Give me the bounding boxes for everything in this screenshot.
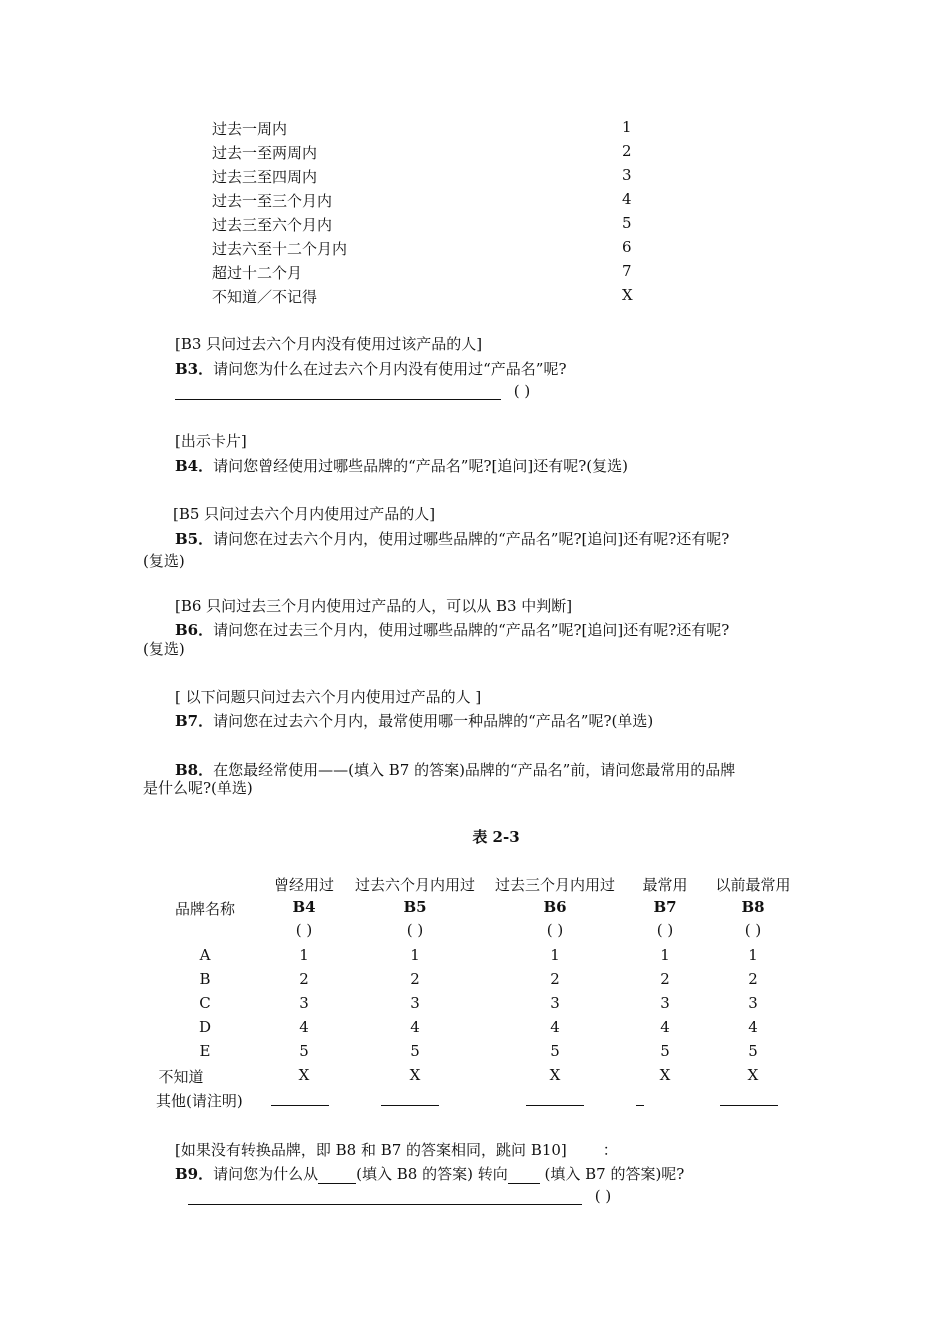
b6-question-cont: (复选) bbox=[143, 640, 185, 658]
column-header-desc: 以前最常用 bbox=[715, 876, 791, 894]
brand-label: 不知道 bbox=[158, 1068, 204, 1086]
option-label: 过去一至两周内 bbox=[212, 144, 318, 162]
b9-text-3: (填入 B7 的答案)呢? bbox=[539, 1165, 685, 1183]
option-code[interactable]: 5 bbox=[622, 214, 632, 232]
other-label: 其他(请注明) bbox=[156, 1092, 243, 1110]
table-cell-code[interactable]: 5 bbox=[748, 1042, 758, 1060]
option-code[interactable]: 1 bbox=[622, 118, 632, 136]
b6-note: [B6 只问过去三个月内使用过产品的人，可以从 B3 中判断] bbox=[175, 597, 573, 615]
b8-id: B8． bbox=[175, 761, 214, 779]
column-answer-box[interactable]: ( ) bbox=[656, 921, 674, 939]
column-header-desc: 曾经用过 bbox=[273, 876, 335, 894]
b5-id: B5． bbox=[175, 530, 214, 548]
table-cell-code[interactable]: 3 bbox=[660, 994, 670, 1012]
option-code[interactable]: 2 bbox=[622, 142, 632, 160]
column-header-code: B8 bbox=[741, 898, 765, 916]
b7-id: B7． bbox=[175, 712, 214, 730]
other-fill-line[interactable] bbox=[271, 1105, 329, 1106]
table-cell-code[interactable]: 3 bbox=[410, 994, 420, 1012]
column-answer-box[interactable]: ( ) bbox=[546, 921, 564, 939]
b7-note: [ 以下问题只问过去六个月内使用过产品的人 ] bbox=[175, 688, 482, 706]
table-cell-code[interactable]: 5 bbox=[299, 1042, 309, 1060]
option-label: 过去三至六个月内 bbox=[212, 216, 333, 234]
b9-note bbox=[175, 1139, 618, 1160]
b7-text: 请问您在过去六个月内，最常使用哪一种品牌的“产品名”呢?(单选) bbox=[213, 712, 654, 730]
b6-id: B6． bbox=[175, 621, 214, 639]
option-label: 超过十二个月 bbox=[212, 264, 303, 282]
table-cell-code[interactable]: 4 bbox=[299, 1018, 309, 1036]
table-cell-code[interactable]: X bbox=[659, 1066, 671, 1084]
table-cell-code[interactable]: X bbox=[409, 1066, 421, 1084]
b4-text: 请问您曾经使用过哪些品牌的“产品名”呢?[追问]还有呢?(复选) bbox=[213, 457, 628, 475]
b9-text-2: (填入 B8 的答案) 转向 bbox=[356, 1165, 508, 1183]
option-label: 不知道／不记得 bbox=[212, 288, 318, 306]
option-code[interactable]: 4 bbox=[622, 190, 632, 208]
column-header-code: B5 bbox=[403, 898, 427, 916]
b3-answer-line[interactable] bbox=[175, 383, 501, 400]
column-header-desc: 过去六个月内用过 bbox=[354, 876, 476, 894]
brand-label: B bbox=[199, 970, 211, 988]
b9-question bbox=[175, 1163, 684, 1184]
table-cell-code[interactable]: 2 bbox=[299, 970, 309, 988]
b8-question-cont: 是什么呢?(单选) bbox=[143, 779, 253, 797]
table-cell-code[interactable]: X bbox=[549, 1066, 561, 1084]
table-cell-code[interactable]: 4 bbox=[660, 1018, 670, 1036]
table-cell-code[interactable]: 5 bbox=[660, 1042, 670, 1060]
b9-blank-2[interactable] bbox=[508, 1168, 540, 1184]
table-cell-code[interactable]: X bbox=[747, 1066, 759, 1084]
table-cell-code[interactable]: 1 bbox=[660, 946, 670, 964]
b5-note: [B5 只问过去六个月内使用过产品的人] bbox=[173, 505, 436, 523]
b9-text-1: 请问您为什么从 bbox=[213, 1165, 319, 1183]
b3-id: B3． bbox=[175, 360, 214, 378]
other-fill-line[interactable] bbox=[526, 1105, 584, 1106]
b5-text: 请问您在过去六个月内，使用过哪些品牌的“产品名”呢?[追问]还有呢?还有呢? bbox=[213, 530, 730, 548]
b5-question-cont: (复选) bbox=[143, 552, 185, 570]
column-header-code: B4 bbox=[292, 898, 316, 916]
b9-note-text: [如果没有转换品牌，即 B8 和 B7 的答案相同，跳问 B10] bbox=[175, 1141, 567, 1159]
b4-note: [出示卡片] bbox=[175, 432, 247, 450]
other-fill-line[interactable] bbox=[636, 1105, 644, 1106]
table-cell-code[interactable]: 2 bbox=[660, 970, 670, 988]
table-cell-code[interactable]: 3 bbox=[299, 994, 309, 1012]
b8-text: 在您最经常使用——(填入 B7 的答案)品牌的“产品名”前，请问您最常用的品牌 bbox=[213, 761, 736, 779]
column-answer-box[interactable]: ( ) bbox=[744, 921, 762, 939]
b3-note: [B3 只问过去六个月内没有使用过该产品的人] bbox=[175, 335, 483, 353]
option-code[interactable]: 6 bbox=[622, 238, 632, 256]
table-cell-code[interactable]: 1 bbox=[748, 946, 758, 964]
b3-answer-code[interactable]: ( ) bbox=[513, 382, 531, 400]
option-code[interactable]: 3 bbox=[622, 166, 632, 184]
table-cell-code[interactable]: 4 bbox=[550, 1018, 560, 1036]
option-label: 过去三至四周内 bbox=[212, 168, 318, 186]
column-answer-box[interactable]: ( ) bbox=[295, 921, 313, 939]
brand-label: C bbox=[199, 994, 211, 1012]
column-header-desc: 过去三个月内用过 bbox=[494, 876, 616, 894]
b3-question bbox=[175, 358, 567, 379]
b5-question bbox=[175, 528, 729, 549]
table-cell-code[interactable]: 2 bbox=[410, 970, 420, 988]
brand-label: D bbox=[198, 1018, 212, 1036]
table-cell-code[interactable]: 1 bbox=[299, 946, 309, 964]
column-answer-box[interactable]: ( ) bbox=[406, 921, 424, 939]
table-cell-code[interactable]: 4 bbox=[410, 1018, 420, 1036]
b7-question bbox=[175, 710, 653, 731]
brand-label: A bbox=[199, 946, 211, 964]
b8-question bbox=[175, 759, 735, 780]
b9-answer-line[interactable] bbox=[188, 1188, 582, 1205]
b6-text: 请问您在过去三个月内，使用过哪些品牌的“产品名”呢?[追问]还有呢?还有呢? bbox=[213, 621, 730, 639]
option-label: 过去一周内 bbox=[212, 120, 288, 138]
table-cell-code[interactable]: 5 bbox=[410, 1042, 420, 1060]
b4-id: B4． bbox=[175, 457, 214, 475]
table-cell-code[interactable]: X bbox=[298, 1066, 310, 1084]
table-cell-code[interactable]: 2 bbox=[748, 970, 758, 988]
table-cell-code[interactable]: 4 bbox=[748, 1018, 758, 1036]
column-header-desc: 最常用 bbox=[642, 876, 688, 894]
b9-note-tail: ： bbox=[602, 1141, 618, 1159]
option-label: 过去一至三个月内 bbox=[212, 192, 333, 210]
b4-question bbox=[175, 455, 628, 476]
brand-label: E bbox=[199, 1042, 211, 1060]
brand-name-header: 品牌名称 bbox=[174, 900, 236, 918]
table-cell-code[interactable]: 3 bbox=[550, 994, 560, 1012]
b3-text: 请问您为什么在过去六个月内没有使用过“产品名”呢? bbox=[213, 360, 567, 378]
b9-id: B9． bbox=[175, 1165, 214, 1183]
table-cell-code[interactable]: 1 bbox=[550, 946, 560, 964]
table-title: 表 2-3 bbox=[472, 828, 520, 846]
option-code[interactable]: 7 bbox=[622, 262, 632, 280]
table-cell-code[interactable]: 5 bbox=[550, 1042, 560, 1060]
b9-answer-code[interactable]: ( ) bbox=[594, 1187, 612, 1205]
b9-answer-row bbox=[188, 1187, 611, 1205]
table-cell-code[interactable]: 2 bbox=[550, 970, 560, 988]
column-header-code: B7 bbox=[653, 898, 677, 916]
other-fill-line[interactable] bbox=[381, 1105, 439, 1106]
column-header-code: B6 bbox=[543, 898, 567, 916]
table-cell-code[interactable]: 1 bbox=[410, 946, 420, 964]
b9-blank-1[interactable] bbox=[318, 1168, 356, 1184]
option-code[interactable]: X bbox=[622, 286, 633, 304]
b6-question bbox=[175, 619, 729, 640]
table-cell-code[interactable]: 3 bbox=[748, 994, 758, 1012]
option-label: 过去六至十二个月内 bbox=[212, 240, 348, 258]
b3-answer-row bbox=[175, 382, 530, 400]
other-fill-line[interactable] bbox=[720, 1105, 778, 1106]
